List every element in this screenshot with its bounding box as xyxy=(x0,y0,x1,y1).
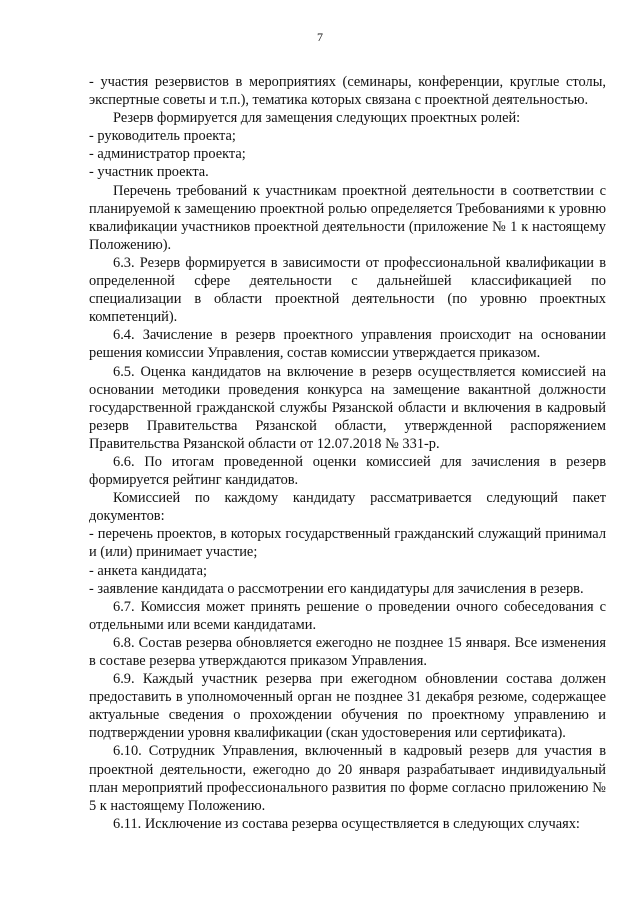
paragraph-6-7: 6.7. Комиссия может принять решение о проведении очного собеседования с отдельными или всеми кандидатами. xyxy=(89,598,606,633)
list-item-project-participant: - участник проекта. xyxy=(89,164,209,181)
page-number: 7 xyxy=(317,30,323,44)
paragraph-requirements: Перечень требований к участникам проектной деятельности в соответствии с планируемой к замещению проектной ролью определяется Требованиями к уровню квалификации участников проектной деятельности (приложение № 1 к настоящему Положению). xyxy=(89,182,606,253)
paragraph-6-4: 6.4. Зачисление в резерв проектного управления происходит на основании решения комиссии Управления, состав комиссии утверждается приказом. xyxy=(89,327,606,362)
paragraph-6-9: 6.9. Каждый участник резерва при ежегодном обновлении состава должен предоставить в уполномоченный орган не позднее 31 декабря резюме, содержащее актуальные сведения о прохождении обучения по проектному управлению и подтверждении уровня квалификации (скан удостоверения или сертификата). xyxy=(89,671,606,742)
paragraph-6-11: 6.11. Исключение из состава резерва осуществляется в следующих случаях: xyxy=(113,815,580,832)
paragraph-documents-package: Комиссией по каждому кандидату рассматривается следующий пакет документов: xyxy=(89,490,606,525)
list-item-candidate-application: - заявление кандидата о рассмотрении его кандидатуры для зачисления в резерв. xyxy=(89,580,584,597)
paragraph-6-10: 6.10. Сотрудник Управления, включенный в кадровый резерв для участия в проектной деятельности, ежегодно до 20 января разрабатывает индивидуальный план мероприятий профессионального развития по форме согласно приложению № 5 к настоящему Положению. xyxy=(89,743,606,814)
list-item-project-manager: - руководитель проекта; xyxy=(89,128,236,145)
paragraph-participation-events: - участия резервистов в мероприятиях (семинары, конференции, круглые столы, экспертные советы и т.п.), тематика которых связана с проектной деятельностью. xyxy=(89,74,606,109)
list-item-project-administrator: - администратор проекта; xyxy=(89,146,246,163)
paragraph-reserve-roles-intro: Резерв формируется для замещения следующих проектных ролей: xyxy=(113,110,521,127)
list-item-candidate-form: - анкета кандидата; xyxy=(89,562,208,579)
paragraph-6-3: 6.3. Резерв формируется в зависимости от профессиональной квалификации в определенной сфере деятельности с дальнейшей классификацией по специализации в области проектной деятельности (по уровню проектных компетенций). xyxy=(89,254,606,326)
list-item-projects-list: - перечень проектов, в которых государственный гражданский служащий принимал и (или) принимает участие; xyxy=(89,526,606,561)
paragraph-6-6: 6.6. По итогам проведенной оценки комиссией для зачисления в резерв формируется рейтинг кандидатов. xyxy=(89,453,606,489)
document-body xyxy=(89,73,606,833)
paragraph-6-5: 6.5. Оценка кандидатов на включение в резерв осуществляется комиссией на основании методики проведения конкурса на замещение вакантной должности государственной гражданской службы Рязанской области и включения в кадровый резерв Правительства Рязанской области, утвержденной распоряжением Правительства Рязанской области от 12.07.2018 № 331-р. xyxy=(89,363,606,452)
paragraph-6-8: 6.8. Состав резерва обновляется ежегодно не позднее 15 января. Все изменения в составе резерва утверждаются приказом Управления. xyxy=(89,634,606,669)
